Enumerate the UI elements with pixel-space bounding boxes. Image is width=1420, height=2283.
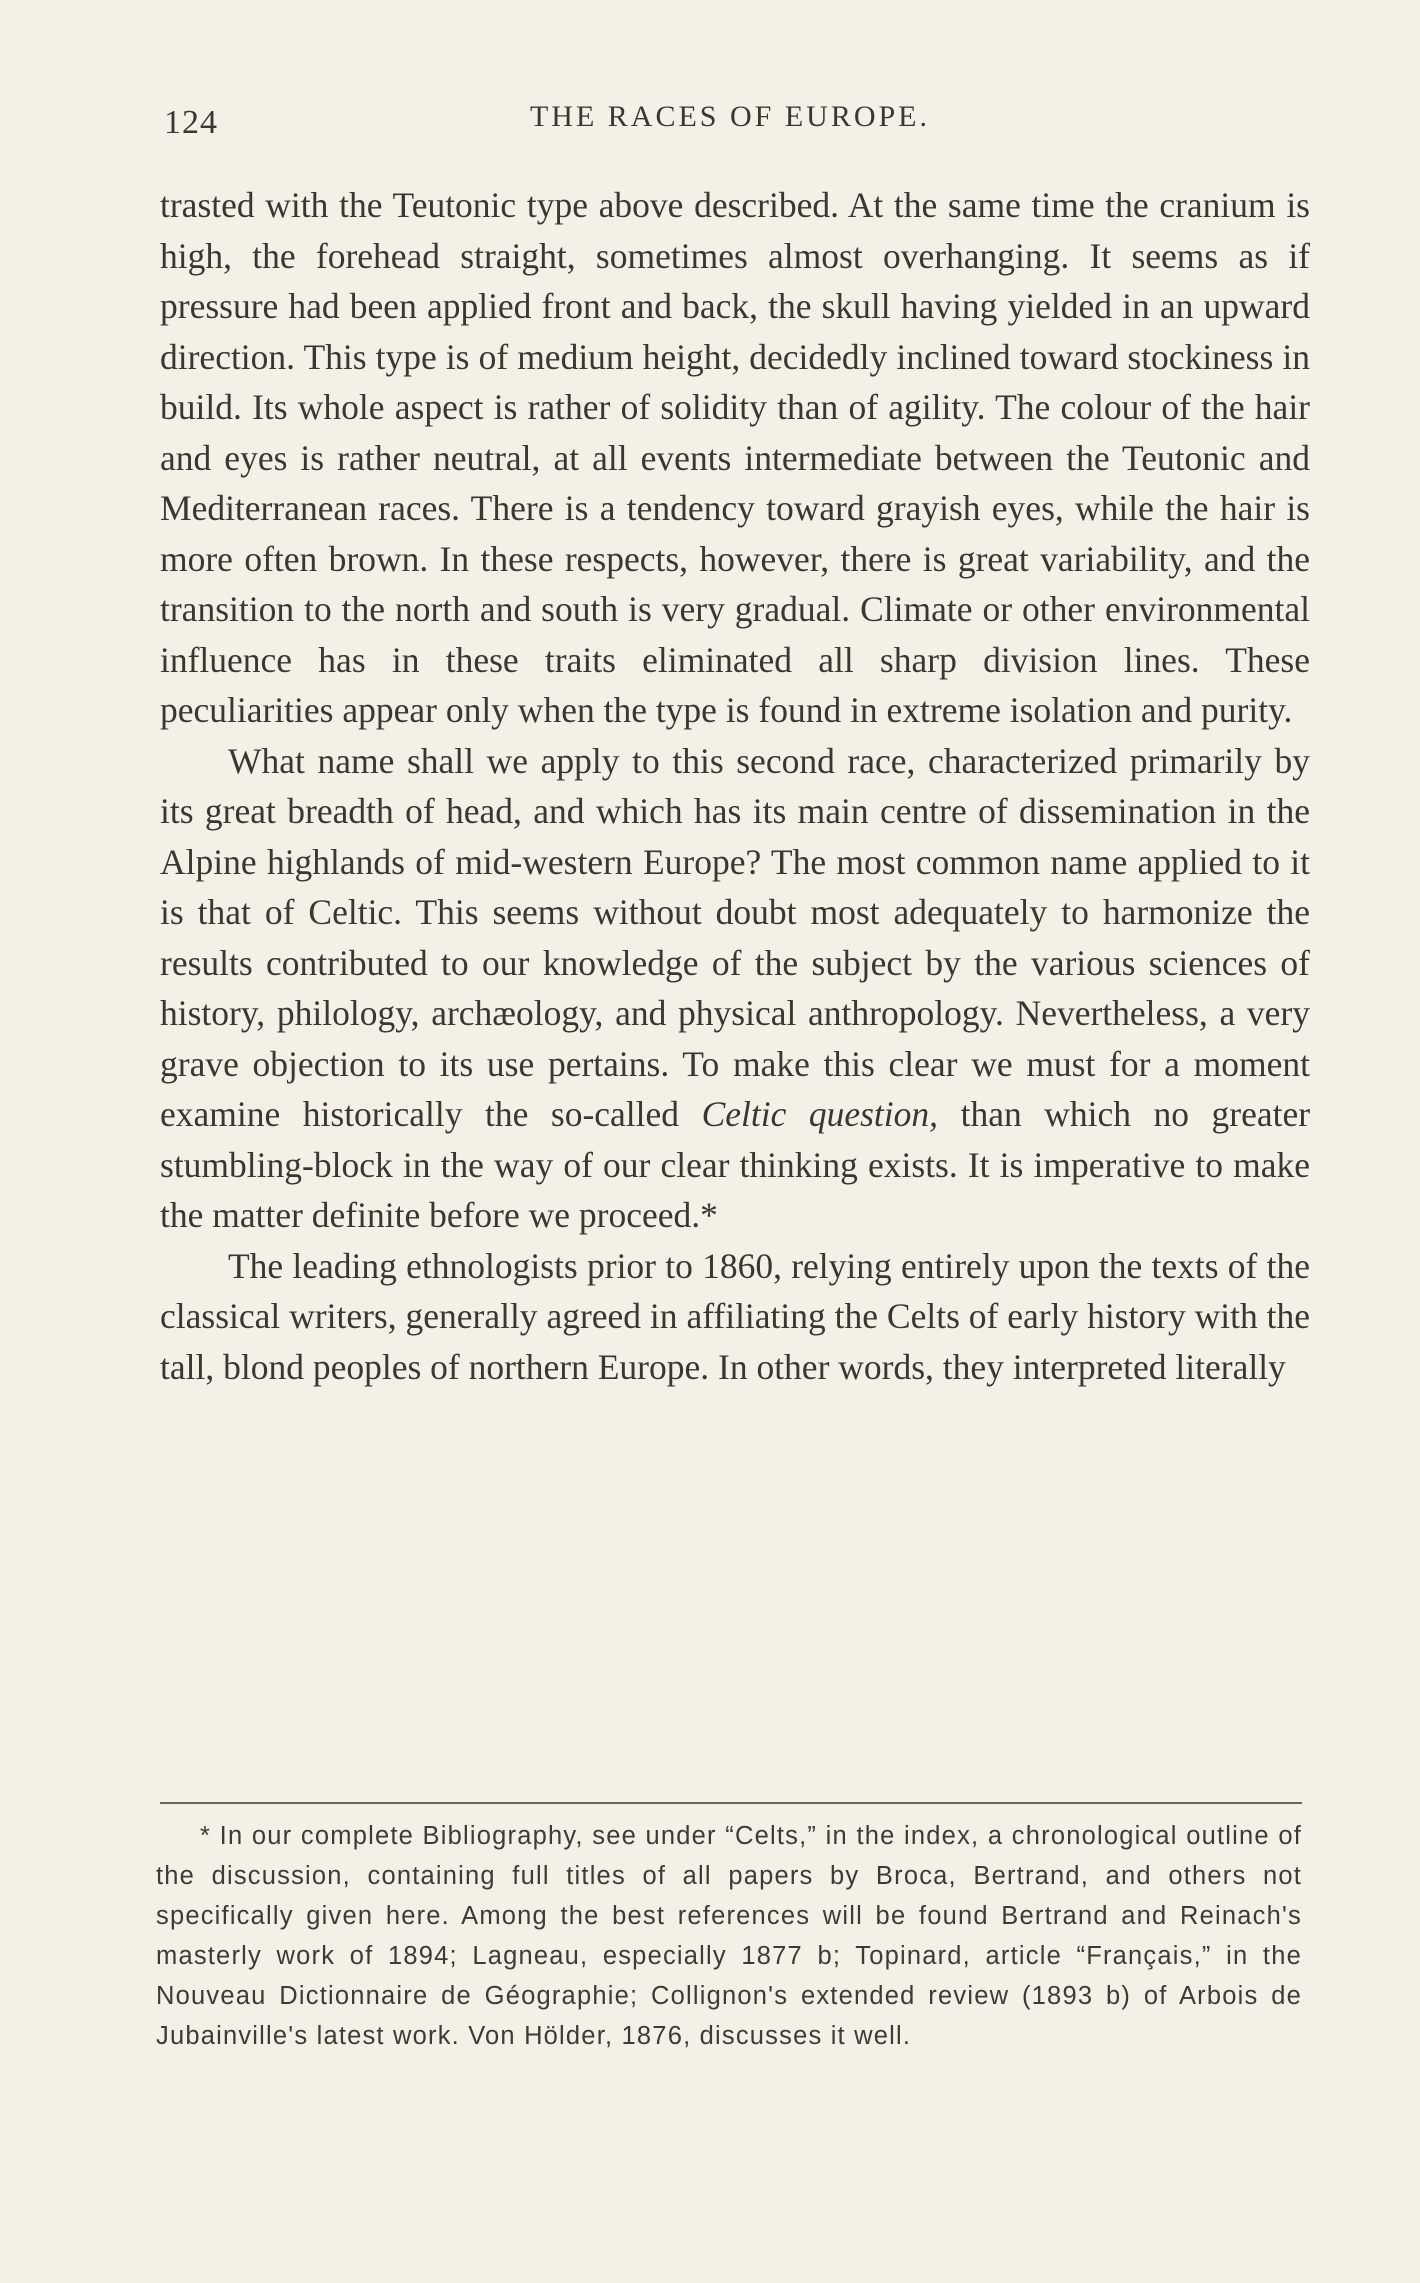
page-number: 124 [164, 104, 218, 141]
page-header [160, 96, 1300, 146]
paragraph-continued: trasted with the Teutonic type above described. At the same time the cranium is high, the forehead straight, sometimes almost overhanging. It seems as if pressure had been applied front and back, the skull having yielded in an upward direction. This type is of medium height, decidedly inclined toward stockiness in build. Its whole aspect is rather of solidity than of agility. The colour of the hair and eyes is rather neutral, at all events intermediate between the Teutonic and Mediterranean races. There is a tendency toward grayish eyes, while the hair is more often brown. In these respects, however, there is great variability, and the transition to the north and south is very gradual. Climate or other environmental influence has in these traits eliminated all sharp division lines. These peculiarities appear only when the type is found in extreme isolation and purity. [160, 185, 1310, 730]
paragraph-celtic-name [160, 736, 1310, 1241]
italic-phrase: Celtic question, [701, 1094, 939, 1134]
footnote-text: * In our complete Bibliography, see under “Celts,” in the index, a chronological outline of the discussion, containing full titles of all papers by Broca, Bertrand, and others not specifically given here. Among the best references will be found Bertrand and Reinach's masterly work of 1894; Lagneau, especially 1877 b; Topinard, article “Français,” in the Nouveau Dictionnaire de Géographie; Collignon's extended review (1893 b) of Arbois de Jubainville's latest work. Von Hölder, 1876, discusses it well. [156, 1822, 1302, 2050]
footnote-divider [160, 1802, 1302, 1804]
paragraph-ethnologists: The leading ethnologists prior to 1860, relying entirely upon the texts of the classical writers, generally agreed in affiliating the Celts of early history with the tall, blond peoples of northern Europe. In other words, they interpreted literally [160, 1245, 1310, 1387]
running-title: THE RACES OF EUROPE. [529, 100, 931, 133]
footnote [156, 1816, 1302, 2056]
paragraph-text: What name shall we apply to this second race, characterized primarily by its great breadth of head, and which has its main centre of dissemination in the Alpine highlands of mid-western Europe? The most common name applied to it is that of Celtic. This seems without doubt most adequately to harmonize the results contributed to our knowledge of the subject by the various sciences of history, philology, archæology, and physical anthropology. Nevertheless, a very grave objection to its use pertains. To make this clear we must for a moment examine historically the so-called [160, 740, 1310, 1134]
main-text [160, 180, 1310, 1392]
paragraph-text: than which no greater stumbling-block in the way of our clear thinking exists. It is imperative to make the matter definite before we proceed.* [160, 1094, 1311, 1235]
